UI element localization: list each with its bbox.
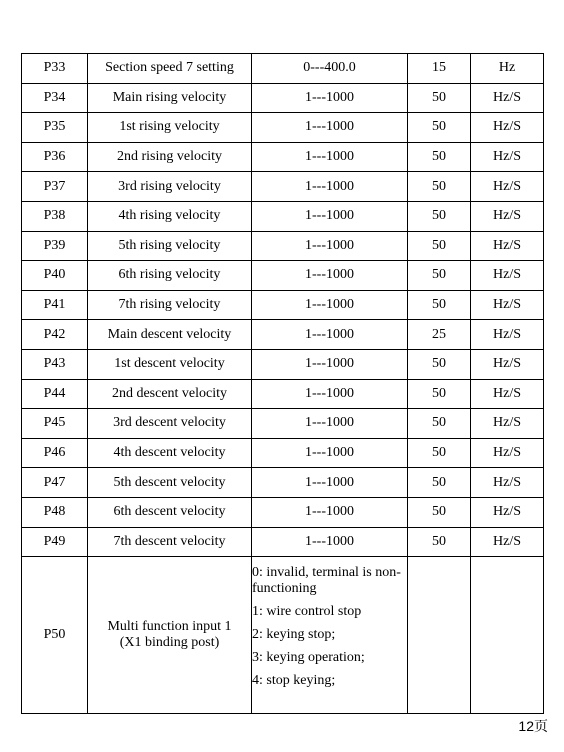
param-default: 50 bbox=[408, 468, 471, 498]
param-default: 50 bbox=[408, 83, 471, 113]
table-row bbox=[22, 201, 544, 231]
param-default bbox=[408, 557, 471, 714]
param-range: 1---1000 bbox=[252, 320, 408, 350]
table-row bbox=[22, 557, 544, 714]
param-unit: Hz/S bbox=[471, 172, 544, 202]
param-name: 6th descent velocity bbox=[88, 497, 252, 527]
param-unit: Hz/S bbox=[471, 349, 544, 379]
table-row bbox=[22, 54, 544, 84]
param-name: 4th descent velocity bbox=[88, 438, 252, 468]
param-default: 15 bbox=[408, 54, 471, 84]
param-unit: Hz/S bbox=[471, 201, 544, 231]
param-default: 50 bbox=[408, 527, 471, 557]
param-name-line: (X1 binding post) bbox=[119, 635, 220, 651]
param-default: 25 bbox=[408, 320, 471, 350]
param-code: P38 bbox=[22, 201, 88, 231]
param-unit: Hz/S bbox=[471, 261, 544, 291]
param-default: 50 bbox=[408, 379, 471, 409]
param-default: 50 bbox=[408, 142, 471, 172]
param-unit: Hz/S bbox=[471, 438, 544, 468]
param-code: P41 bbox=[22, 290, 88, 320]
param-name: 6th rising velocity bbox=[88, 261, 252, 291]
param-range: 1---1000 bbox=[252, 409, 408, 439]
param-code: P37 bbox=[22, 172, 88, 202]
param-name: 2nd descent velocity bbox=[88, 379, 252, 409]
param-unit: Hz/S bbox=[471, 379, 544, 409]
table-row bbox=[22, 468, 544, 498]
param-code: P35 bbox=[22, 113, 88, 143]
option-item: 2: keying stop; bbox=[252, 627, 336, 643]
table-row bbox=[22, 438, 544, 468]
param-unit: Hz/S bbox=[471, 497, 544, 527]
param-default: 50 bbox=[408, 201, 471, 231]
param-code: P49 bbox=[22, 527, 88, 557]
param-name: 1st descent velocity bbox=[88, 349, 252, 379]
param-code: P47 bbox=[22, 468, 88, 498]
param-code: P39 bbox=[22, 231, 88, 261]
param-range: 1---1000 bbox=[252, 142, 408, 172]
param-name: Main rising velocity bbox=[88, 83, 252, 113]
param-code: P44 bbox=[22, 379, 88, 409]
param-range: 1---1000 bbox=[252, 468, 408, 498]
param-range: 1---1000 bbox=[252, 438, 408, 468]
param-default: 50 bbox=[408, 290, 471, 320]
param-range: 1---1000 bbox=[252, 349, 408, 379]
table-row bbox=[22, 113, 544, 143]
param-name: 3rd rising velocity bbox=[88, 172, 252, 202]
param-range: 1---1000 bbox=[252, 379, 408, 409]
param-name: 2nd rising velocity bbox=[88, 142, 252, 172]
param-unit: Hz/S bbox=[471, 142, 544, 172]
param-unit: Hz/S bbox=[471, 231, 544, 261]
param-code: P43 bbox=[22, 349, 88, 379]
param-name: 1st rising velocity bbox=[88, 113, 252, 143]
param-code: P42 bbox=[22, 320, 88, 350]
table-row bbox=[22, 142, 544, 172]
param-range: 0---400.0 bbox=[252, 54, 408, 84]
param-name: 7th descent velocity bbox=[88, 527, 252, 557]
option-item: 4: stop keying; bbox=[252, 673, 336, 689]
table-row bbox=[22, 379, 544, 409]
param-code: P45 bbox=[22, 409, 88, 439]
table-row bbox=[22, 409, 544, 439]
param-range: 1---1000 bbox=[252, 113, 408, 143]
table-row bbox=[22, 83, 544, 113]
param-unit: Hz/S bbox=[471, 468, 544, 498]
param-name bbox=[88, 557, 252, 714]
param-range: 1---1000 bbox=[252, 497, 408, 527]
param-range: 1---1000 bbox=[252, 172, 408, 202]
parameter-table bbox=[21, 53, 544, 714]
param-name: 3rd descent velocity bbox=[88, 409, 252, 439]
table-row bbox=[22, 172, 544, 202]
table-row bbox=[22, 349, 544, 379]
param-name: 4th rising velocity bbox=[88, 201, 252, 231]
param-default: 50 bbox=[408, 497, 471, 527]
param-name: 5th rising velocity bbox=[88, 231, 252, 261]
param-unit: Hz/S bbox=[471, 83, 544, 113]
table-row bbox=[22, 261, 544, 291]
option-item: 1: wire control stop bbox=[252, 604, 362, 620]
param-unit: Hz bbox=[471, 54, 544, 84]
param-unit: Hz/S bbox=[471, 113, 544, 143]
param-range: 1---1000 bbox=[252, 527, 408, 557]
param-default: 50 bbox=[408, 231, 471, 261]
table-row bbox=[22, 320, 544, 350]
table-row bbox=[22, 231, 544, 261]
param-default: 50 bbox=[408, 113, 471, 143]
param-code: P46 bbox=[22, 438, 88, 468]
param-range: 1---1000 bbox=[252, 83, 408, 113]
param-name: 5th descent velocity bbox=[88, 468, 252, 498]
param-code: P34 bbox=[22, 83, 88, 113]
param-code: P33 bbox=[22, 54, 88, 84]
param-default: 50 bbox=[408, 172, 471, 202]
param-name-line: Multi function input 1 bbox=[107, 619, 232, 635]
option-item: 0: invalid, terminal is non-functioning bbox=[252, 565, 401, 597]
param-name: Main descent velocity bbox=[88, 320, 252, 350]
option-item: 3: keying operation; bbox=[252, 650, 365, 666]
param-name: 7th rising velocity bbox=[88, 290, 252, 320]
param-range: 1---1000 bbox=[252, 201, 408, 231]
param-unit: Hz/S bbox=[471, 527, 544, 557]
param-default: 50 bbox=[408, 409, 471, 439]
param-range: 1---1000 bbox=[252, 290, 408, 320]
param-range: 1---1000 bbox=[252, 231, 408, 261]
param-default: 50 bbox=[408, 438, 471, 468]
table-row bbox=[22, 290, 544, 320]
param-default: 50 bbox=[408, 349, 471, 379]
param-code: P36 bbox=[22, 142, 88, 172]
param-name: Section speed 7 setting bbox=[88, 54, 252, 84]
param-unit bbox=[471, 557, 544, 714]
param-unit: Hz/S bbox=[471, 409, 544, 439]
table-row bbox=[22, 527, 544, 557]
param-default: 50 bbox=[408, 261, 471, 291]
param-options bbox=[252, 557, 408, 714]
table-row bbox=[22, 497, 544, 527]
param-code: P50 bbox=[22, 557, 88, 714]
page-number: 12页 bbox=[518, 718, 548, 734]
param-code: P40 bbox=[22, 261, 88, 291]
param-range: 1---1000 bbox=[252, 261, 408, 291]
param-unit: Hz/S bbox=[471, 290, 544, 320]
param-unit: Hz/S bbox=[471, 320, 544, 350]
param-code: P48 bbox=[22, 497, 88, 527]
